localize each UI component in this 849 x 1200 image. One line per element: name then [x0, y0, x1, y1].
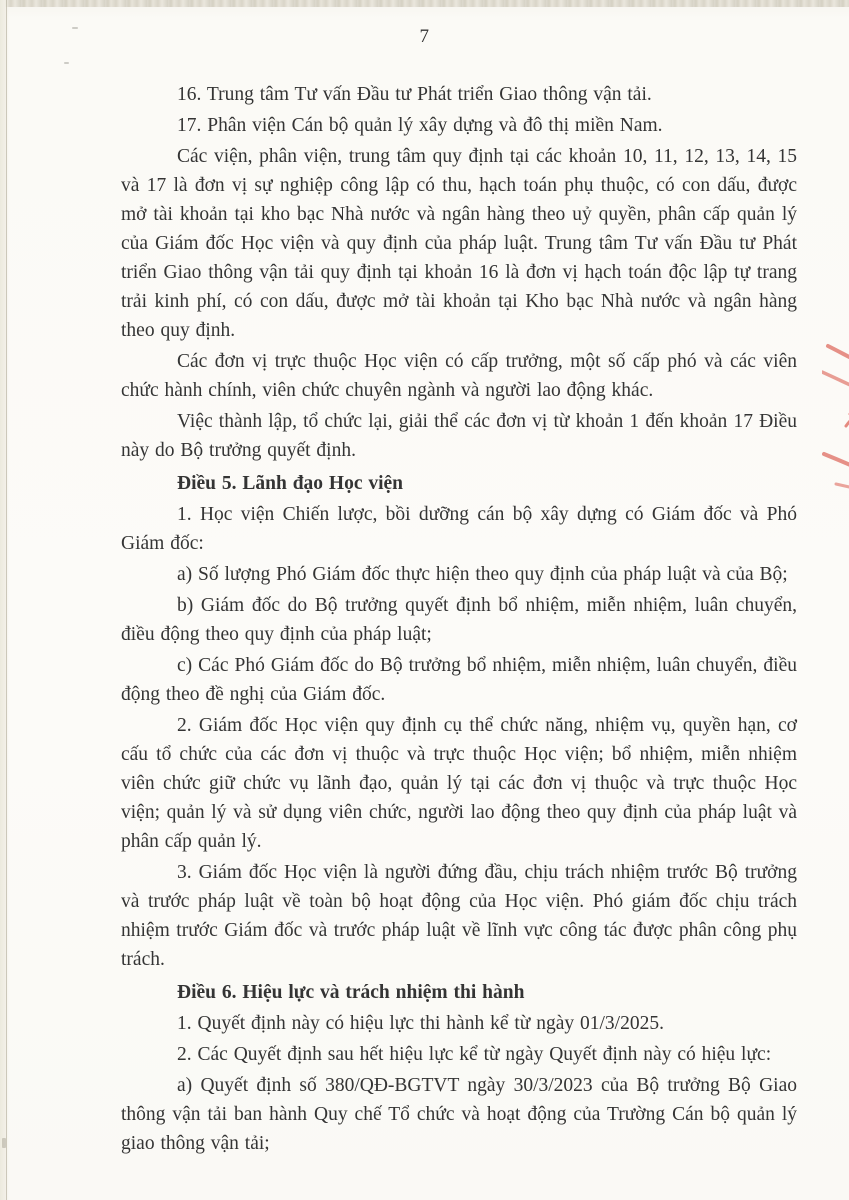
document-body	[121, 80, 797, 1158]
heading-dieu-5: Điều 5. Lãnh đạo Học viện	[177, 473, 404, 494]
scan-speck	[2, 1138, 6, 1148]
paragraph-item-a: a) Số lượng Phó Giám đốc thực hiện theo quy định của pháp luật và của Bộ;	[177, 564, 788, 585]
heading-dieu-6: Điều 6. Hiệu lực và trách nhiệm thi hành	[177, 982, 525, 1003]
scan-speck	[72, 27, 78, 29]
paragraph: 3. Giám đốc Học viện là người đứng đầu, chịu trách nhiệm trước Bộ trưởng và trước pháp luật về toàn bộ hoạt động của Học viện. Phó giám đốc chịu trách nhiệm trước Giám đốc và trước pháp luật về lĩnh vực công tác được phân công phụ trách.	[121, 862, 797, 970]
scan-edge-top	[0, 0, 849, 7]
paragraph-item-b: b) Giám đốc do Bộ trưởng quyết định bổ nhiệm, miễn nhiệm, luân chuyển, điều động theo quy định của pháp luật;	[121, 595, 797, 645]
paragraph-item-c: c) Các Phó Giám đốc do Bộ trưởng bổ nhiệm, miễn nhiệm, luân chuyển, điều động theo đề nghị của Giám đốc.	[121, 655, 797, 705]
scan-edge-left	[0, 0, 9, 1200]
red-seal-stamp-fragment-icon	[822, 336, 849, 504]
paragraph-item-a2: a) Quyết định số 380/QĐ-BGTVT ngày 30/3/2023 của Bộ trưởng Bộ Giao thông vận tải ban hành Quy chế Tổ chức và hoạt động của Trường Cán bộ quản lý giao thông vận tải;	[121, 1075, 797, 1154]
page-number: 7	[419, 26, 430, 47]
paragraph: 1. Quyết định này có hiệu lực thi hành kể từ ngày 01/3/2025.	[177, 1013, 664, 1034]
paragraph: 2. Các Quyết định sau hết hiệu lực kể từ ngày Quyết định này có hiệu lực:	[177, 1044, 772, 1065]
paragraph: Việc thành lập, tổ chức lại, giải thể các đơn vị từ khoản 1 đến khoản 17 Điều này do Bộ trưởng quyết định.	[121, 411, 797, 461]
paragraph: 2. Giám đốc Học viện quy định cụ thể chức năng, nhiệm vụ, quyền hạn, cơ cấu tổ chức của các đơn vị thuộc và trực thuộc Học viện; bổ nhiệm, miễn nhiệm viên chức giữ chức vụ lãnh đạo, quản lý tại các đơn vị thuộc và trực thuộc Học viện; quản lý và sử dụng viên chức, người lao động theo quy định của pháp luật và phân cấp quản lý.	[121, 715, 797, 852]
scan-edge-left-line	[6, 0, 7, 1200]
scan-speck	[64, 62, 69, 64]
list-item-17: 17. Phân viện Cán bộ quản lý xây dựng và đô thị miền Nam.	[177, 115, 663, 136]
list-item-16: 16. Trung tâm Tư vấn Đầu tư Phát triển Giao thông vận tải.	[177, 84, 652, 105]
paragraph: Các đơn vị trực thuộc Học viện có cấp trưởng, một số cấp phó và các viên chức hành chính, viên chức chuyên ngành và người lao động khác.	[121, 351, 797, 401]
paragraph: Các viện, phân viện, trung tâm quy định tại các khoản 10, 11, 12, 13, 14, 15 và 17 là đơn vị sự nghiệp công lập có thu, hạch toán phụ thuộc, có con dấu, được mở tài khoản tại kho bạc Nhà nước và ngân hàng theo uỷ quyền, phân cấp quản lý của Giám đốc Học viện và quy định của pháp luật. Trung tâm Tư vấn Đầu tư Phát triển Giao thông vận tải quy định tại khoản 16 là đơn vị hạch toán độc lập tự trang trải kinh phí, có con dấu, được mở tài khoản tại Kho bạc Nhà nước và ngân hàng theo quy định.	[121, 146, 797, 341]
paragraph: 1. Học viện Chiến lược, bồi dưỡng cán bộ xây dựng có Giám đốc và Phó Giám đốc:	[121, 504, 797, 554]
